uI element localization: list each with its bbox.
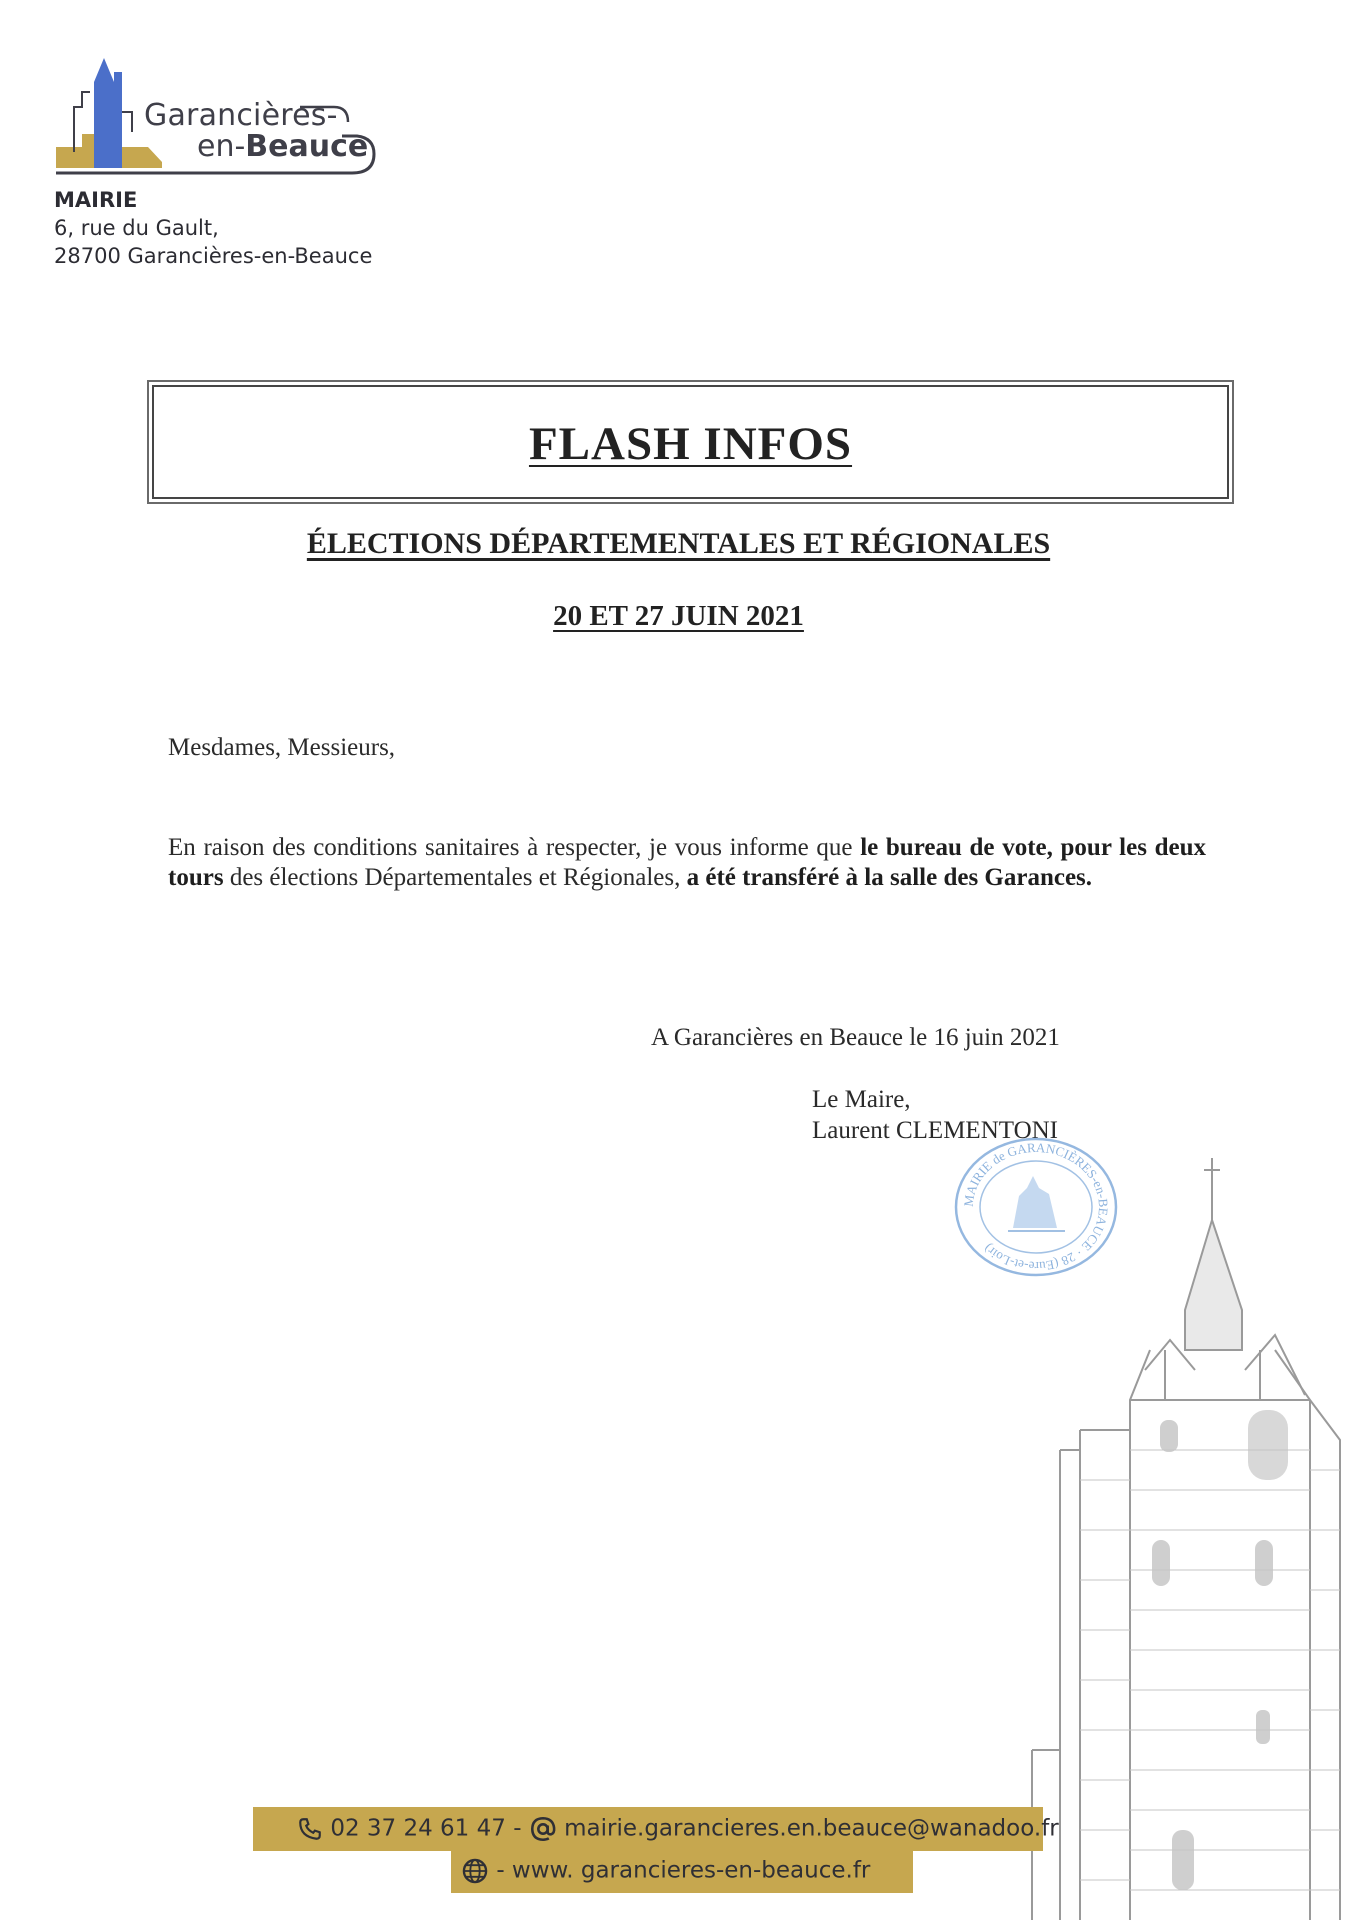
footer-line-1	[297, 1815, 1059, 1843]
logo-text-bold: Beauce	[245, 129, 369, 164]
globe-icon	[461, 1857, 489, 1885]
election-dates: 20 ET 27 JUIN 2021	[553, 600, 804, 632]
phone-icon	[297, 1816, 323, 1842]
paragraph-bold-2: a été transféré à la salle des Garances.	[686, 864, 1093, 891]
footer-contact-bar	[253, 1807, 1059, 1851]
paragraph-text-2: des élections Départementales et Régionales,	[223, 864, 687, 891]
address-street: 6, rue du Gault,	[54, 216, 219, 240]
place-and-date: A Garancières en Beauce le 16 juin 2021	[651, 1024, 1060, 1051]
footer-website[interactable]: - www. garancieres-en-beauce.fr	[496, 1857, 871, 1884]
footer-web-bar	[451, 1851, 913, 1893]
paragraph-text-1: En raison des conditions sanitaires à respecter, je vous informe que	[168, 834, 861, 861]
stamp-text: MAIRIE de GARANCIÈRES-en-BEAUCE · 28 (Eure-et-Loir)	[960, 1139, 1112, 1275]
body-paragraph	[168, 833, 1206, 893]
address-city: 28700 Garancières-en-Beauce	[54, 244, 373, 268]
page-title: FLASH INFOS	[528, 418, 853, 470]
address-title: MAIRIE	[54, 188, 138, 212]
subtitle: ÉLECTIONS DÉPARTEMENTALES ET RÉGIONALES	[306, 527, 1051, 560]
logo-text-prefix: en-	[197, 129, 246, 164]
footer-line-2	[461, 1857, 870, 1885]
logo-text-line2	[197, 129, 368, 164]
greeting: Mesdames, Messieurs,	[168, 734, 396, 761]
official-stamp	[953, 1136, 1119, 1278]
title-box	[152, 385, 1229, 499]
signatory-name: Laurent CLEMENTONI	[812, 1117, 1059, 1144]
at-sign-icon	[529, 1815, 557, 1843]
footer-email[interactable]: mairie.garancieres.en.beauce@wanadoo.fr	[564, 1815, 1059, 1842]
logo-text-line1: Garancières-	[144, 98, 338, 133]
paragraph-bold-1: le bureau de vote, pour les deux tours	[168, 834, 1206, 891]
footer-phone: 02 37 24 61 47 -	[330, 1815, 522, 1842]
municipality-logo	[52, 52, 402, 177]
signatory-role: Le Maire,	[812, 1086, 911, 1113]
mairie-address	[54, 186, 372, 270]
